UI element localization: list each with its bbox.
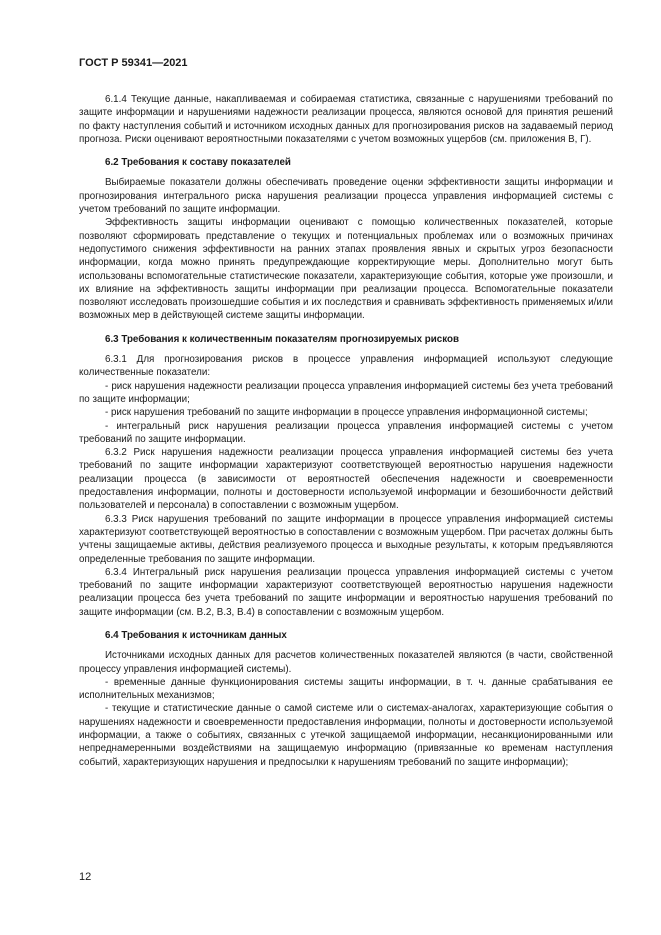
list-item: - текущие и статистические данные о самой системе или о системах-аналогах, характеризующие события о нарушениях надежности и своевременности предоставления информации, полноты и достоверности используемой информации, а также о событиях, связанных с утечкой защищаемой информации, несанкционированными или непреднамеренными воздействиями на защищаемую информацию (привязанные ко временам наступления событий, характеризующих нарушения и предпосылки к нарушениям требований по защите информации);: [79, 703, 613, 768]
list-item: - риск нарушения надежности реализации процесса управления информацией системы без учета требований по защите информации;: [79, 380, 613, 405]
document-body: [79, 93, 613, 769]
paragraph-6-3-4: 6.3.4 Интегральный риск нарушения реализации процесса управления информацией системы с учетом требований по защите информации характеризуют соответствующей вероятностью нарушения надежности реализации процесса без учета требований по защите информации и вероятностью нарушения требований по защите информации (см. В.2, В.3, В.4) в сопоставлении с возможным ущербом.: [79, 566, 613, 618]
section-heading-6-2: 6.2 Требования к составу показателей: [105, 157, 291, 169]
paragraph-6-3-3: 6.3.3 Риск нарушения требований по защите информации в процессе управления информацией системы характеризуют соответствующей вероятностью в сопоставлении с возможным ущербом. При расчетах должны быть учтены защищаемые активы, действия реализуемого процесса и выходные результаты, к которым предъявляются определенные требования по защите информации.: [79, 513, 613, 565]
page-number: 12: [79, 871, 92, 883]
list-item: - временные данные функционирования системы защиты информации, в т. ч. данные срабатывания ее исполнительных механизмов;: [79, 676, 613, 702]
paragraph-6-3-1: 6.3.1 Для прогнозирования рисков в процессе управления информацией используют следующие количественные показатели:: [79, 354, 613, 379]
paragraph-6-2-b: Эффективность защиты информации оценивают с помощью количественных показателей, которые позволяют сформировать представление о текущих и потенциальных проблемах или о возможных причинах недопустимого снижения эффективности на ранних этапах проявления явных и скрытых угроз безопасности информации, когда можно принять предупреждающие корректирующие меры. Дополнительно могут быть использованы вспомогательные статистические показатели, характеризующие события, которые уже произошли, и их влияние на эффективность защиты информации при реализации процесса. Вспомогательные показатели позволяют исследовать произошедшие события и их последствия и сравнивать эффективность применяемых и/или возможных мер в действующей системе защиты информации.: [79, 217, 613, 322]
section-heading-6-3: 6.3 Требования к количественным показателям прогнозируемых рисков: [105, 333, 460, 345]
standard-header: ГОСТ Р 59341—2021: [79, 57, 188, 69]
paragraph-6-1-4: 6.1.4 Текущие данные, накапливаемая и собираемая статистика, связанные с нарушениями требований по защите информации и нарушениями надежности реализации процесса, являются основой для принятия решений по факту наступления событий и источником исходных данных для прогнозирования рисков на задаваемый период прогноза. Риски оценивают вероятностными показателями с учетом возможных ущербов (см. приложения В, Г).: [79, 94, 613, 145]
paragraph-6-2-a: Выбираемые показатели должны обеспечивать проведение оценки эффективности защиты информации и прогнозирования интегрального риска нарушения реализации процесса управления информацией системы с учетом требований по защите информации.: [79, 177, 613, 216]
list-item: - интегральный риск нарушения реализации процесса управления информацией системы с учетом требований по защите информации.: [79, 420, 613, 445]
paragraph-6-3-2: 6.3.2 Риск нарушения надежности реализации процесса управления информацией системы без учета требований по защите информации характеризуют соответствующей вероятностью нарушения надежности реализации процесса (в зависимости от вероятностей обеспечения надежности и своевременности предоставления информации, полноты и достоверности используемой информации и безошибочности действий пользователей и персонала) в сопоставлении с возможным ущербом.: [79, 447, 613, 512]
list-item: - риск нарушения требований по защите информации в процессе управления информационной системы;: [105, 407, 588, 419]
section-heading-6-4: 6.4 Требования к источникам данных: [105, 629, 287, 641]
paragraph-6-4-a: Источниками исходных данных для расчетов количественных показателей являются (в части, свойственной процессу управления информацией системы).: [79, 650, 613, 675]
